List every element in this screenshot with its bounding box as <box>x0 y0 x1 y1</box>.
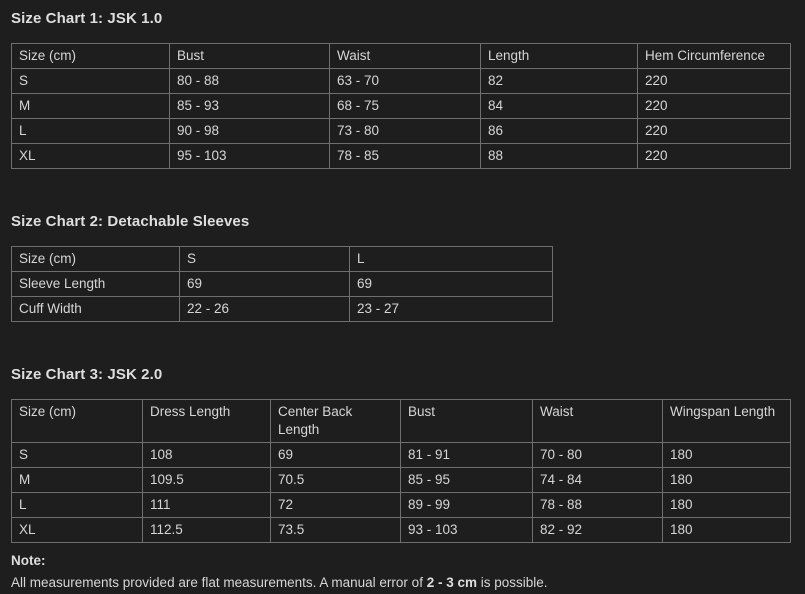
column-header: Bust <box>170 44 330 69</box>
note-text-before: All measurements provided are flat measurements. A manual error of <box>11 575 427 590</box>
table-cell: 69 <box>350 272 553 297</box>
table-cell: 68 - 75 <box>330 94 481 119</box>
table-cell: 74 - 84 <box>533 468 663 493</box>
table-cell: Cuff Width <box>12 297 180 322</box>
column-header: Size (cm) <box>12 400 143 443</box>
column-header: Waist <box>330 44 481 69</box>
table-cell: 86 <box>481 119 638 144</box>
table-cell: 112.5 <box>143 518 271 543</box>
table-cell: 70 - 80 <box>533 443 663 468</box>
table-cell: 69 <box>271 443 401 468</box>
table-cell: 111 <box>143 493 271 518</box>
table-cell: 93 - 103 <box>401 518 533 543</box>
column-header: Waist <box>533 400 663 443</box>
table-cell: S <box>12 443 143 468</box>
note-text-after: is possible. <box>476 575 548 590</box>
table-cell: 220 <box>638 119 791 144</box>
table-cell: 22 - 26 <box>180 297 350 322</box>
measurement-note <box>11 550 794 594</box>
table-row <box>12 272 553 297</box>
table-cell: 73.5 <box>271 518 401 543</box>
table-cell: 220 <box>638 94 791 119</box>
size-chart-1-section <box>11 9 794 169</box>
table-cell: 95 - 103 <box>170 144 330 169</box>
table-cell: XL <box>12 518 143 543</box>
size-chart-2-title: Size Chart 2: Detachable Sleeves <box>11 213 250 230</box>
table-cell: 220 <box>638 69 791 94</box>
column-header: Center Back Length <box>271 400 401 443</box>
table-cell: 108 <box>143 443 271 468</box>
table-cell: 80 - 88 <box>170 69 330 94</box>
table-cell: 180 <box>663 443 791 468</box>
size-charts-page <box>11 9 794 594</box>
table-cell: 82 <box>481 69 638 94</box>
column-header: Bust <box>401 400 533 443</box>
note-error-range: 2 - 3 cm <box>426 575 477 590</box>
size-chart-1-table <box>11 43 791 169</box>
header-row <box>12 44 791 69</box>
note-label: Note: <box>11 553 46 568</box>
table-cell: 72 <box>271 493 401 518</box>
table-row <box>12 297 553 322</box>
table-cell: 73 - 80 <box>330 119 481 144</box>
table-row <box>12 119 791 144</box>
column-header: Dress Length <box>143 400 271 443</box>
note-text <box>11 572 794 594</box>
table-cell: 78 - 88 <box>533 493 663 518</box>
column-header: Hem Circumference <box>638 44 791 69</box>
table-cell: M <box>12 94 170 119</box>
size-chart-2-table <box>11 246 553 322</box>
column-header: L <box>350 247 553 272</box>
table-cell: S <box>12 69 170 94</box>
table-cell: 90 - 98 <box>170 119 330 144</box>
size-chart-3-section <box>11 365 794 543</box>
table-cell: 82 - 92 <box>533 518 663 543</box>
column-header: S <box>180 247 350 272</box>
size-chart-2-section <box>11 212 794 322</box>
table-cell: 70.5 <box>271 468 401 493</box>
table-cell: 78 - 85 <box>330 144 481 169</box>
column-header: Size (cm) <box>12 247 180 272</box>
table-cell: 88 <box>481 144 638 169</box>
table-row <box>12 144 791 169</box>
size-chart-3-title: Size Chart 3: JSK 2.0 <box>11 366 163 383</box>
table-cell: L <box>12 119 170 144</box>
header-row <box>12 247 553 272</box>
table-cell: M <box>12 468 143 493</box>
column-header: Wingspan Length <box>663 400 791 443</box>
column-header: Size (cm) <box>12 44 170 69</box>
table-cell: 85 - 93 <box>170 94 330 119</box>
table-cell: 69 <box>180 272 350 297</box>
table-cell: 180 <box>663 518 791 543</box>
table-row <box>12 94 791 119</box>
table-cell: 63 - 70 <box>330 69 481 94</box>
table-cell: 84 <box>481 94 638 119</box>
size-chart-3-table <box>11 399 791 543</box>
table-cell: L <box>12 493 143 518</box>
table-cell: 109.5 <box>143 468 271 493</box>
table-cell: 89 - 99 <box>401 493 533 518</box>
table-cell: 180 <box>663 493 791 518</box>
table-row <box>12 443 791 468</box>
table-row <box>12 468 791 493</box>
table-cell: XL <box>12 144 170 169</box>
table-cell: 180 <box>663 468 791 493</box>
table-cell: 85 - 95 <box>401 468 533 493</box>
table-cell: 81 - 91 <box>401 443 533 468</box>
column-header: Length <box>481 44 638 69</box>
table-row <box>12 518 791 543</box>
table-cell: 220 <box>638 144 791 169</box>
table-row <box>12 69 791 94</box>
size-chart-1-title: Size Chart 1: JSK 1.0 <box>11 10 163 27</box>
table-cell: Sleeve Length <box>12 272 180 297</box>
table-cell: 23 - 27 <box>350 297 553 322</box>
table-row <box>12 493 791 518</box>
header-row <box>12 400 791 443</box>
